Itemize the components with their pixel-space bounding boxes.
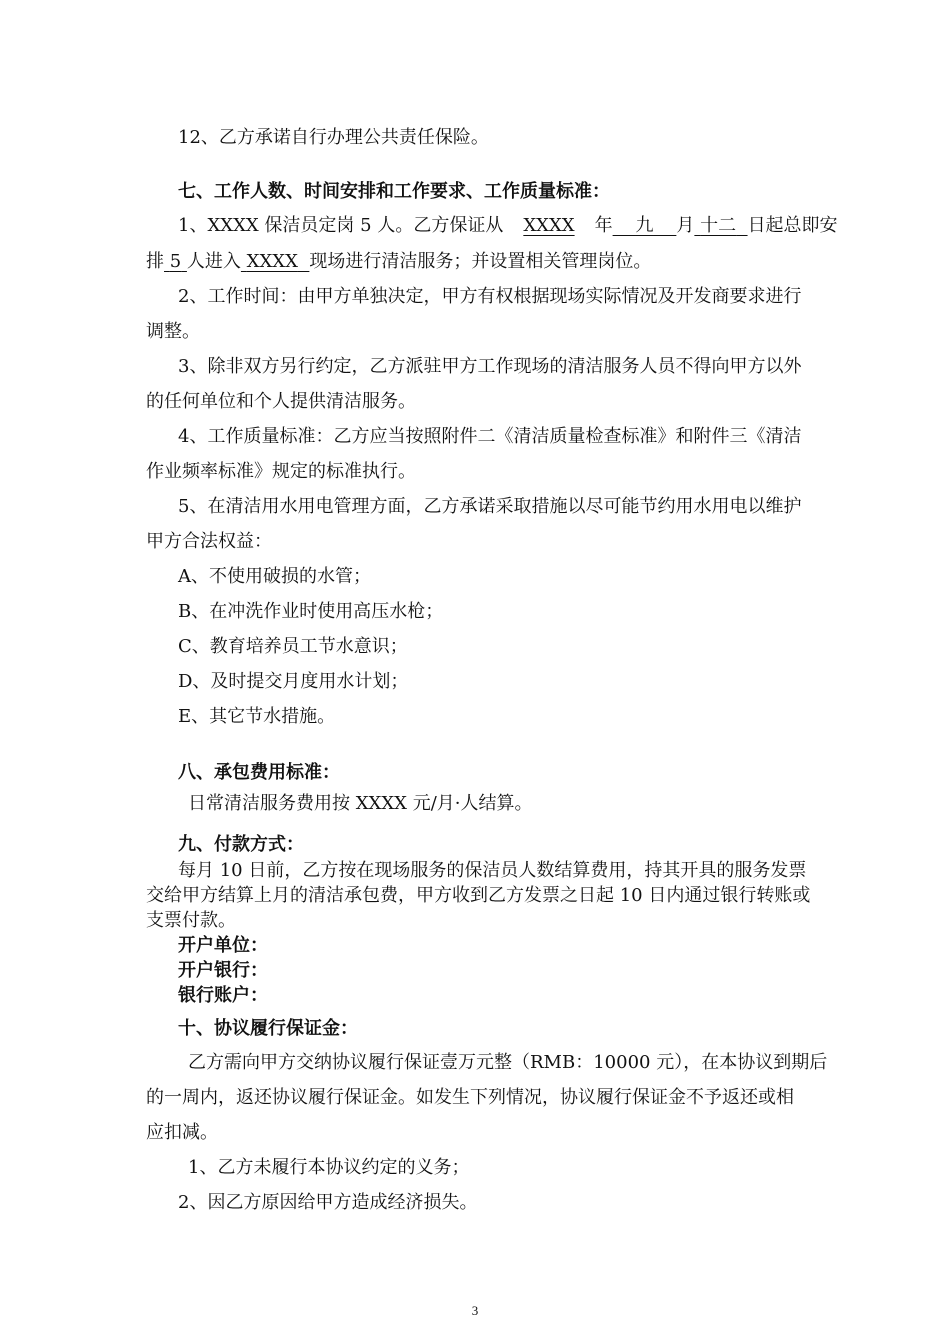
item-1-cont: 排: [146, 251, 164, 272]
enter-text: 人进入: [186, 251, 241, 272]
measure-b: B、在冲洗作业时使用高压水枪；: [178, 601, 444, 622]
section-10-line-1: 乙方需向甲方交纳协议履行保证壹万元整（RMB：10000 元），在本协议到期后: [188, 1052, 828, 1073]
section-9-line-2: 交给甲方结算上月的清洁承包费，甲方收到乙方发票之日起 10 日内通过银行转账或: [146, 885, 811, 906]
section-7-item-5-line-2: 甲方合法权益：: [146, 531, 272, 552]
measure-c: C、教育培养员工节水意识；: [178, 636, 408, 657]
section-7-item-4-line-1: 4、工作质量标准：乙方应当按照附件二《清洁质量检查标准》和附件三《清洁: [178, 426, 802, 447]
account-number-label: 银行账户：: [178, 985, 268, 1006]
section-7-heading: 七、工作人数、时间安排和工作要求、工作质量标准：: [178, 181, 610, 202]
month-blank: 九: [635, 215, 654, 236]
section-7-item-3-line-1: 3、除非双方另行约定，乙方派驻甲方工作现场的清洁服务人员不得向甲方以外: [178, 356, 802, 377]
section-9-line-3: 支票付款。: [146, 910, 236, 931]
service-text: 现场进行清洁服务；并设置相关管理岗位。: [309, 251, 652, 272]
account-unit-label: 开户单位：: [178, 935, 268, 956]
section-7-item-4-line-2: 作业频率标准》规定的标准执行。: [146, 461, 416, 482]
section-10-line-2: 的一周内，返还协议履行保证金。如发生下列情况，协议履行保证金不予返还或相: [146, 1087, 794, 1108]
section-8-text: 日常清洁服务费用按 XXXX 元/月·人结算。: [188, 793, 533, 814]
measure-d: D、及时提交月度用水计划；: [178, 671, 409, 692]
section-7-item-5-line-1: 5、在清洁用水用电管理方面，乙方承诺采取措施以尽可能节约用水用电以维护: [178, 496, 802, 517]
measure-a: A、不使用破损的水管；: [178, 566, 371, 587]
section-10-condition-1: 1、乙方未履行本协议约定的义务；: [188, 1157, 470, 1178]
section-10-condition-2: 2、因乙方原因给甲方造成经济损失。: [178, 1192, 478, 1213]
month-label: 月: [676, 215, 695, 236]
section-8-heading: 八、承包费用标准：: [178, 762, 340, 783]
section-10-line-3: 应扣减。: [146, 1122, 218, 1143]
section-7-item-2-line-1: 2、工作时间：由甲方单独决定，甲方有权根据现场实际情况及开发商要求进行: [178, 286, 802, 307]
site-blank: XXXX: [246, 251, 298, 272]
section-7-item-1-line-2: [146, 250, 651, 274]
section-7-item-2-line-2: 调整。: [146, 321, 200, 342]
measure-e: E、其它节水措施。: [178, 706, 336, 727]
year-label: 年: [594, 215, 613, 236]
section-9-heading: 九、付款方式：: [178, 834, 304, 855]
section-7-item-3-line-2: 的任何单位和个人提供清洁服务。: [146, 391, 416, 412]
section-9-line-1: 每月 10 日前，乙方按在现场服务的保洁员人数结算费用，持其开具的服务发票: [178, 860, 807, 881]
count-blank: 5: [169, 251, 182, 272]
account-bank-label: 开户银行：: [178, 960, 268, 981]
clause-12: 12、乙方承诺自行办理公共责任保险。: [178, 127, 489, 148]
section-7-item-1-line-1: [178, 214, 838, 238]
item-1-text: 1、XXXX 保洁员定岗 5 人。乙方保证从: [178, 215, 504, 236]
page-number: 3: [471, 1303, 479, 1318]
day-blank: 十二: [700, 215, 737, 236]
day-label: 日起总即安: [747, 215, 838, 236]
year-blank: XXXX: [523, 215, 575, 236]
section-10-heading: 十、协议履行保证金：: [178, 1018, 358, 1039]
